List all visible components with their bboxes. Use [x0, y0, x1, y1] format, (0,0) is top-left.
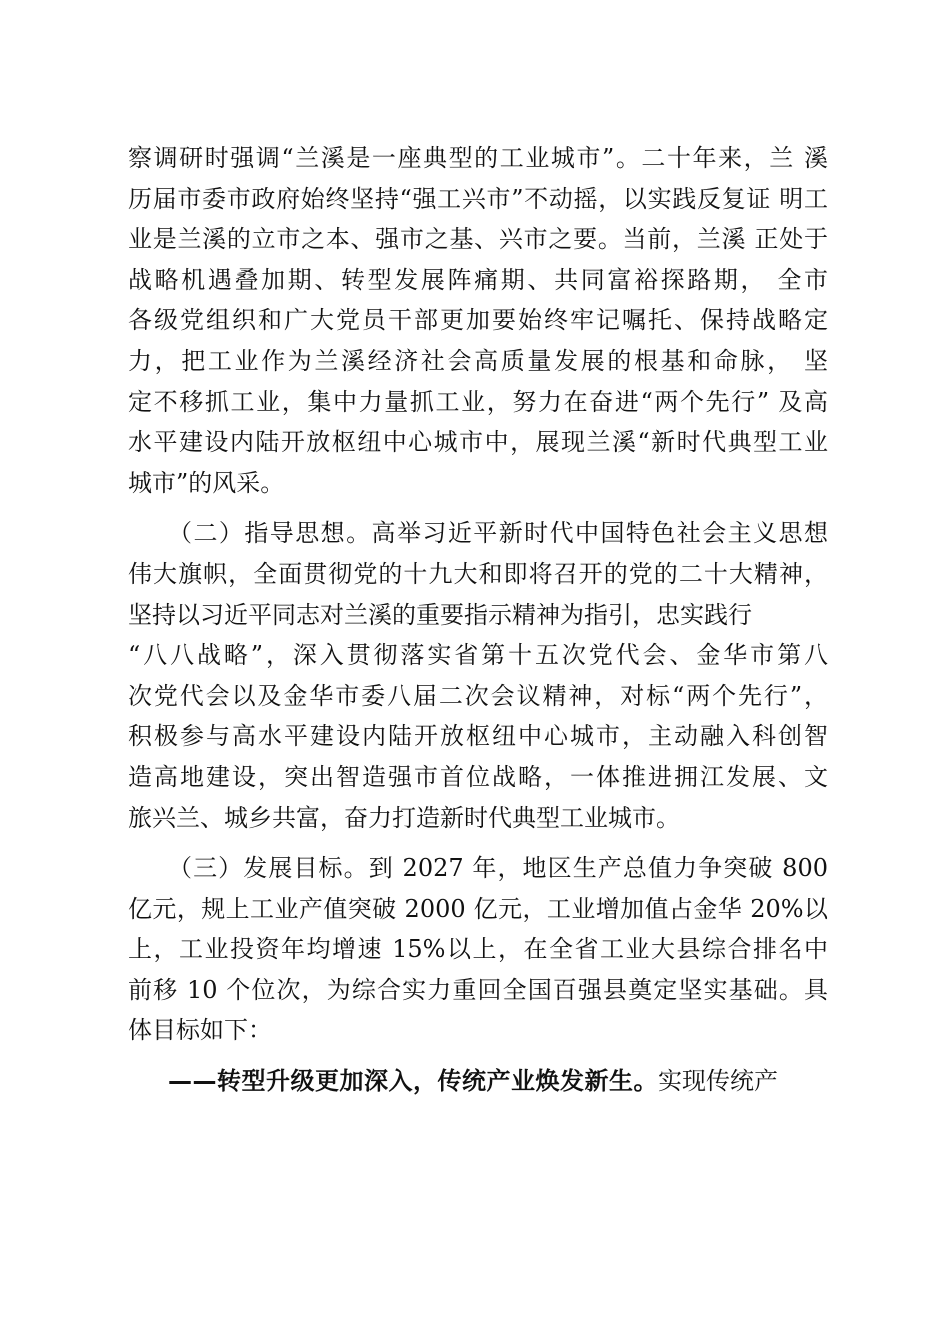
text-line: 定不移抓工业，集中力量抓工业，努力在奋进“两个先行” 及高: [128, 387, 828, 416]
text-line: 城市”的风采。: [128, 468, 285, 497]
goal-bold-heading: ——转型升级更加深入，传统产业焕发新生。: [168, 1067, 658, 1096]
text-line: 业是兰溪的立市之本、强市之基、兴市之要。当前，兰溪 正处于: [128, 225, 828, 254]
text-line: “八八战略”，深入贯彻落实省第十五次党代会、金华市第八: [128, 641, 828, 670]
paragraph-city-positioning: [128, 138, 828, 503]
paragraph-gap: [128, 1051, 828, 1061]
text-line: 各级党组织和广大党员干部更加要始终牢记嘱托、保持战略定: [128, 306, 828, 335]
goal-line: [128, 1061, 828, 1102]
text-line: 战略机遇叠加期、转型发展阵痛期、共同富裕探路期， 全市: [128, 265, 828, 294]
text-line: 前移 10 个位次，为综合实力重回全国百强县奠定坚实基础。具: [128, 975, 828, 1004]
paragraph-development-goals: [128, 848, 828, 1051]
goal-text: 实现传统产: [658, 1067, 778, 1096]
paragraph-gap: [128, 503, 828, 513]
text-line: 次党代会以及金华市委八届二次会议精神，对标“两个先行”，: [128, 681, 828, 710]
text-line: （二）指导思想。高举习近平新时代中国特色社会主义思想: [168, 519, 828, 548]
text-line: 体目标如下：: [128, 1016, 272, 1045]
text-line: 上，工业投资年均增速 15%以上，在全省工业大县综合排名中: [128, 935, 828, 964]
text-line: （三）发展目标。到 2027 年，地区生产总值力争突破 800: [168, 854, 828, 883]
text-line: 积极参与高水平建设内陆开放枢纽中心城市，主动融入科创智: [128, 722, 828, 751]
text-line: 造高地建设，突出智造强市首位战略，一体推进拥江发展、文: [128, 762, 828, 791]
text-line: 历届市委市政府始终坚持“强工兴市”不动摇，以实践反复证 明工: [128, 184, 828, 213]
document-body: [128, 138, 828, 1102]
text-line: 坚持以习近平同志对兰溪的重要指示精神为指引，忠实践行: [128, 600, 752, 629]
goal-item-transformation: [128, 1061, 828, 1102]
paragraph-gap: [128, 838, 828, 848]
text-line: 旅兴兰、城乡共富，奋力打造新时代典型工业城市。: [128, 803, 680, 832]
text-line: 察调研时强调“兰溪是一座典型的工业城市”。二十年来，兰 溪: [128, 144, 828, 172]
text-line: 力，把工业作为兰溪经济社会高质量发展的根基和命脉， 坚: [128, 346, 828, 375]
text-line: 伟大旗帜，全面贯彻党的十九大和即将召开的党的二十大精神，: [128, 559, 828, 588]
text-line: 亿元，规上工业产值突破 2000 亿元，工业增加值占金华 20%以: [128, 894, 828, 923]
text-line: 水平建设内陆开放枢纽中心城市中，展现兰溪“新时代典型工业: [128, 428, 828, 457]
paragraph-guiding-ideology: [128, 513, 828, 838]
